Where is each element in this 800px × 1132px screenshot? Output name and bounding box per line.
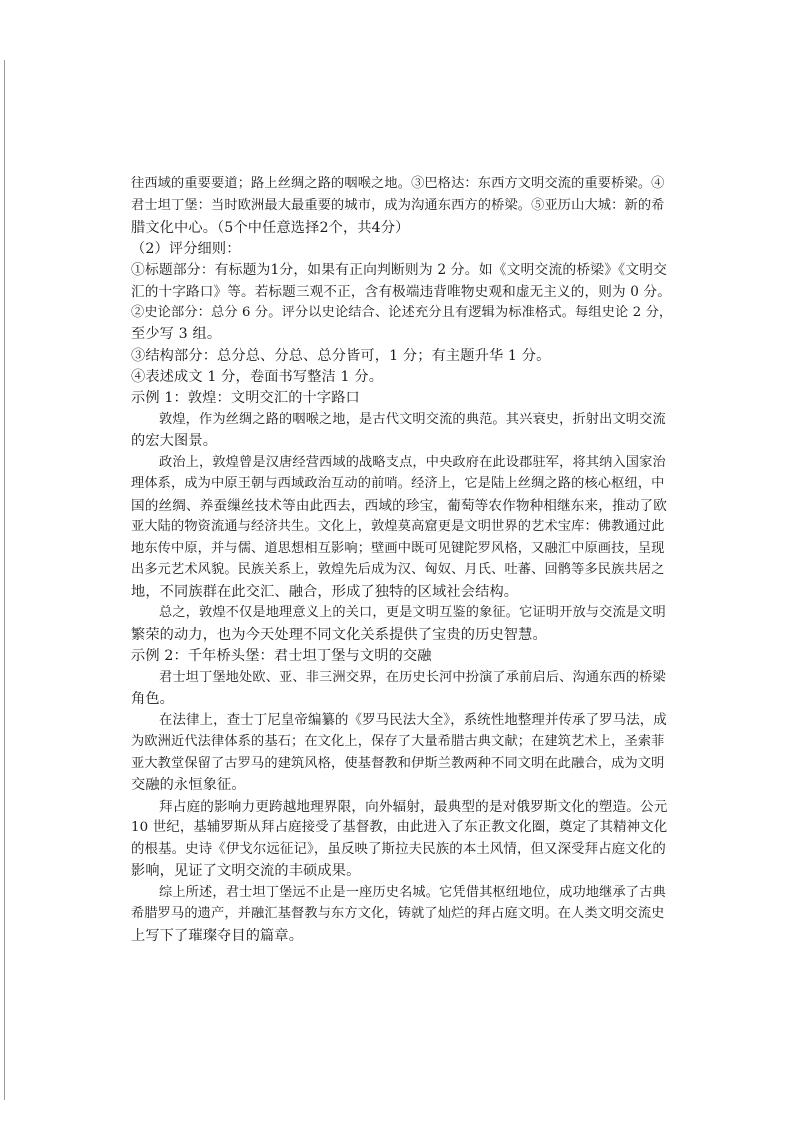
text-line: 敦煌，作为丝绸之路的咽喉之地，是古代文明交流的典范。其兴衰史，折射出文明交流 [159,412,666,427]
text-line: （2）评分细则： [131,241,241,257]
text-line: 在法律上，查士丁尼皇帝编纂的《罗马民法大全》，系统性地整理并传承了罗马法，成 [159,713,667,728]
text-line: ④表述成文 1 分，卷面书写整洁 1 分。 [131,369,384,385]
text-line: 至少写 3 组。 [131,326,222,342]
text-line: 影响，见证了文明交流的丰硕成果。 [131,863,361,879]
text-line: 亚大陆的物资流通与经济共生。文化上，敦煌莫高窟更是文明世界的艺术宝库：佛教通过此 [131,519,665,534]
text-line: 交融的永恒象征。 [131,777,246,793]
text-line: 的根基。史诗《伊戈尔远征记》，虽反映了斯拉夫民族的本土风情，但又深受拜占庭文化的 [131,842,666,857]
example-heading: 示例 2：千年桥头堡：君士坦丁堡与文明的交融 [131,648,432,664]
text-line: 希腊罗马的遗产，并融汇基督教与东方文化，铸就了灿烂的拜占庭文明。在人类文明交流史 [131,906,665,921]
text-line: 总之，敦煌不仅是地理意义上的关口，更是文明互鉴的象征。它证明开放与交流是文明 [159,605,666,620]
text-line: 地，不同族群在此交汇、融合，形成了独特的区域社会结构。 [131,584,519,600]
text-line: 的宏大图景。 [131,433,218,449]
text-line: 拜占庭的影响力更跨越地理界限，向外辐射，最典型的是对俄罗斯文化的塑造。公元 [159,799,668,815]
text-line: 汇的十字路口》等。若标题三观不正，含有极端违背唯物史观和虚无主义的，则为 0 分。 [131,284,672,300]
text-line: 出多元艺术风貌。民族关系上，敦煌先后成为汉、匈奴、月氏、吐蕃、回鹘等多民族共居之 [131,562,665,577]
text-line: ③结构部分：总分总、分总、总分皆可，1 分；有主题升华 1 分。 [131,348,551,364]
text-line: 地东传中原，并与儒、道思想相互影响；壁画中既可见键陀罗风格，又融汇中原画技，呈现 [131,541,665,556]
text-line: ①标题部分：有标题为1分，如果有正向判断则为 2 分。如《文明交流的桥梁》《文明交 [131,262,668,278]
text-line: 为欧洲近代法律体系的基石；在文化上，保存了大量希腊古典文献；在建筑艺术上，圣索菲 [131,734,665,749]
text-line: 理体系，成为中原王朝与西域政治互动的前哨。经济上，它是陆上丝绸之路的核心枢纽，中 [131,476,665,491]
text-line: 君士坦丁堡地处欧、亚、非三洲交界，在历史长河中扮演了承前启后、沟通东西的桥梁 [159,670,666,685]
text-line: ②史论部分：总分 6 分。评分以史论结合、论述充分且有逻辑为标准格式。每组史论 2 分， [131,305,673,320]
text-line: 角色。 [131,691,175,707]
text-line: 繁荣的动力，也为今天处理不同文化关系提供了宝贵的历史智慧。 [131,627,547,643]
text-line: 政治上，敦煌曾是汉唐经营西域的战略支点，中央政府在此设郡驻军，将其纳入国家治 [159,455,666,470]
text-line: 国的丝绸、养蚕缫丝技术等由此西去，西域的珍宝，葡萄等农作物种相继东来，推动了欧 [131,498,668,514]
text-line: 亚大教堂保留了古罗马的建筑风格，使基督教和伊斯兰教两种不同文明在此融合，成为文明 [131,756,665,771]
text-line: 往西域的重要要道；路上丝绸之路的咽喉之地。③巴格达：东西方文明交流的重要桥梁。④ [131,176,665,191]
example-heading: 示例 1：敦煌：文明交汇的十字路口 [131,390,360,406]
text-line: 腊文化中心。（5个中任意选择2个，共4分） [131,220,410,236]
text-line: 综上所述，君士坦丁堡远不止是一座历史名城。它凭借其枢纽地位，成功地继承了古典 [159,885,666,900]
text-line: 上写下了璀璨夺目的篇章。 [131,928,304,944]
text-line: 10 世纪，基辅罗斯从拜占庭接受了基督教，由此进入了东正教文化圈，奠定了其精神文化 [131,820,668,835]
text-line: 君士坦丁堡：当时欧洲最大最重要的城市，成为沟通东西方的桥梁。⑤亚历山大城：新的希 [131,198,665,213]
